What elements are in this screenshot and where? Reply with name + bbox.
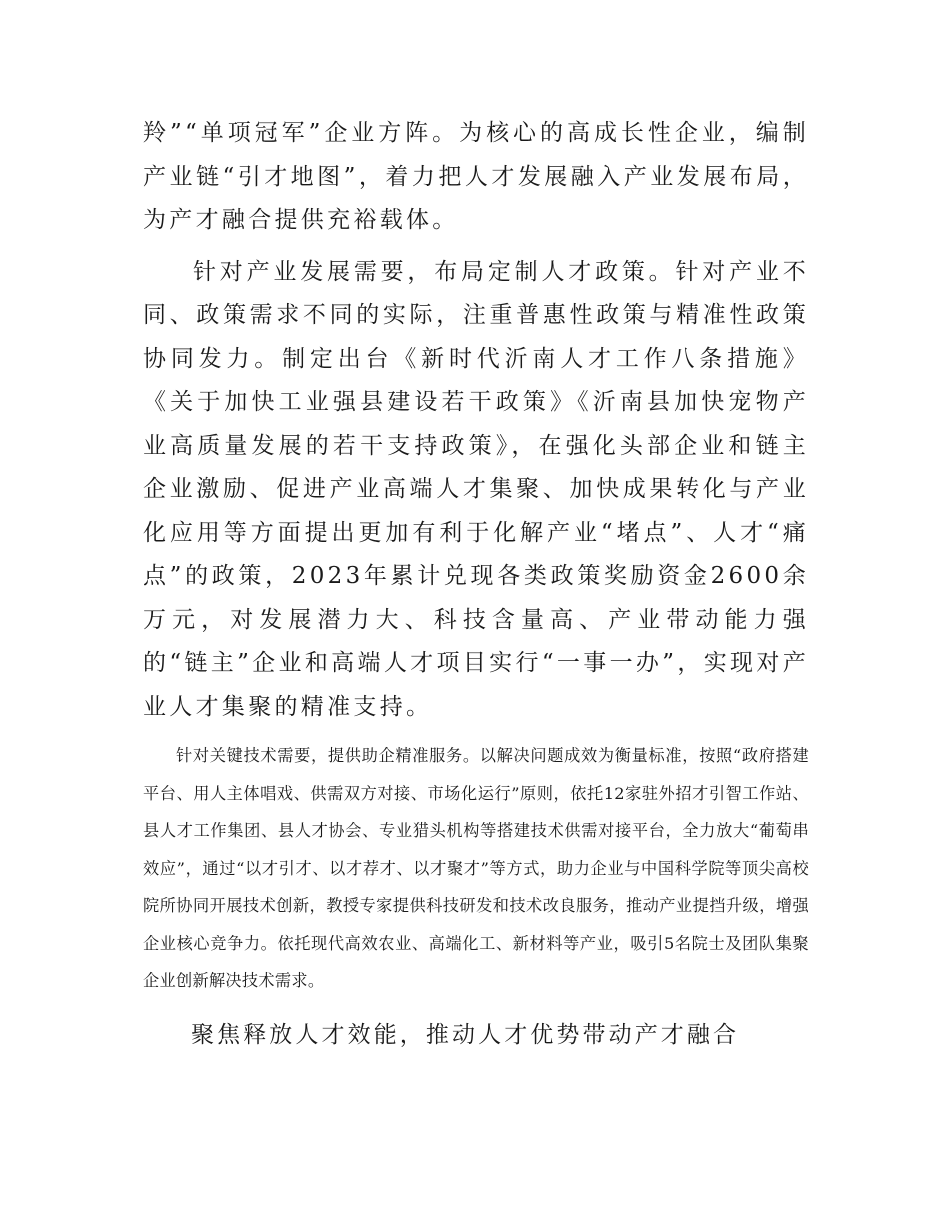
paragraph-industry-chain-map: 羚”“单项冠军”企业方阵。为核心的高成长性企业，编制产业链“引才地图”，着力把人才发展融入产业发展布局，为产才融合提供充裕载体。	[143, 120, 809, 233]
paragraph-spacer	[143, 243, 809, 251]
document-page	[143, 112, 809, 1057]
paragraph-spacer	[143, 729, 809, 737]
paragraph-customized-talent-policy: 针对产业发展需要，布局定制人才政策。针对产业不同、政策需求不同的实际，注重普惠性政策与精准性政策协同发力。制定出台《新时代沂南人才工作八条措施》《关于加快工业强县建设若干政策》《沂南县加快宠物产业高质量发展的若干支持政策》，在强化头部企业和链主企业激励、促进产业高端人才集聚、加快成果转化与产业化应用等方面提出更加有利于化解产业“堵点”、人才“痛点”的政策，2023年累计兑现各类政策奖励资金2600余万元，对发展潜力大、科技含量高、产业带动能力强的“链主”企业和高端人才项目实行“一事一办”，实现对产业人才集聚的精准支持。	[143, 258, 809, 720]
paragraph-key-technology-services: 针对关键技术需要，提供助企精准服务。以解决问题成效为衡量标准，按照“政府搭建平台、用人主体唱戏、供需双方对接、市场化运行”原则，依托12家驻外招才引智工作站、县人才工作集团、县人才协会、专业猎头机构等搭建技术供需对接平台，全力放大“葡萄串效应”，通过“以才引才、以才荐才、以才聚才”等方式，助力企业与中国科学院等顶尖高校院所协同开展技术创新，教授专家提供科技研发和技术改良服务，推动产业提挡升级，增强企业核心竞争力。依托现代高效农业、高端化工、新材料等产业，吸引5名院士及团队集聚企业创新解决技术需求。	[143, 746, 809, 990]
paragraph-spacer	[143, 1000, 809, 1014]
section-heading: 聚焦释放人才效能，推动人才优势带动产才融合	[191, 1021, 740, 1048]
